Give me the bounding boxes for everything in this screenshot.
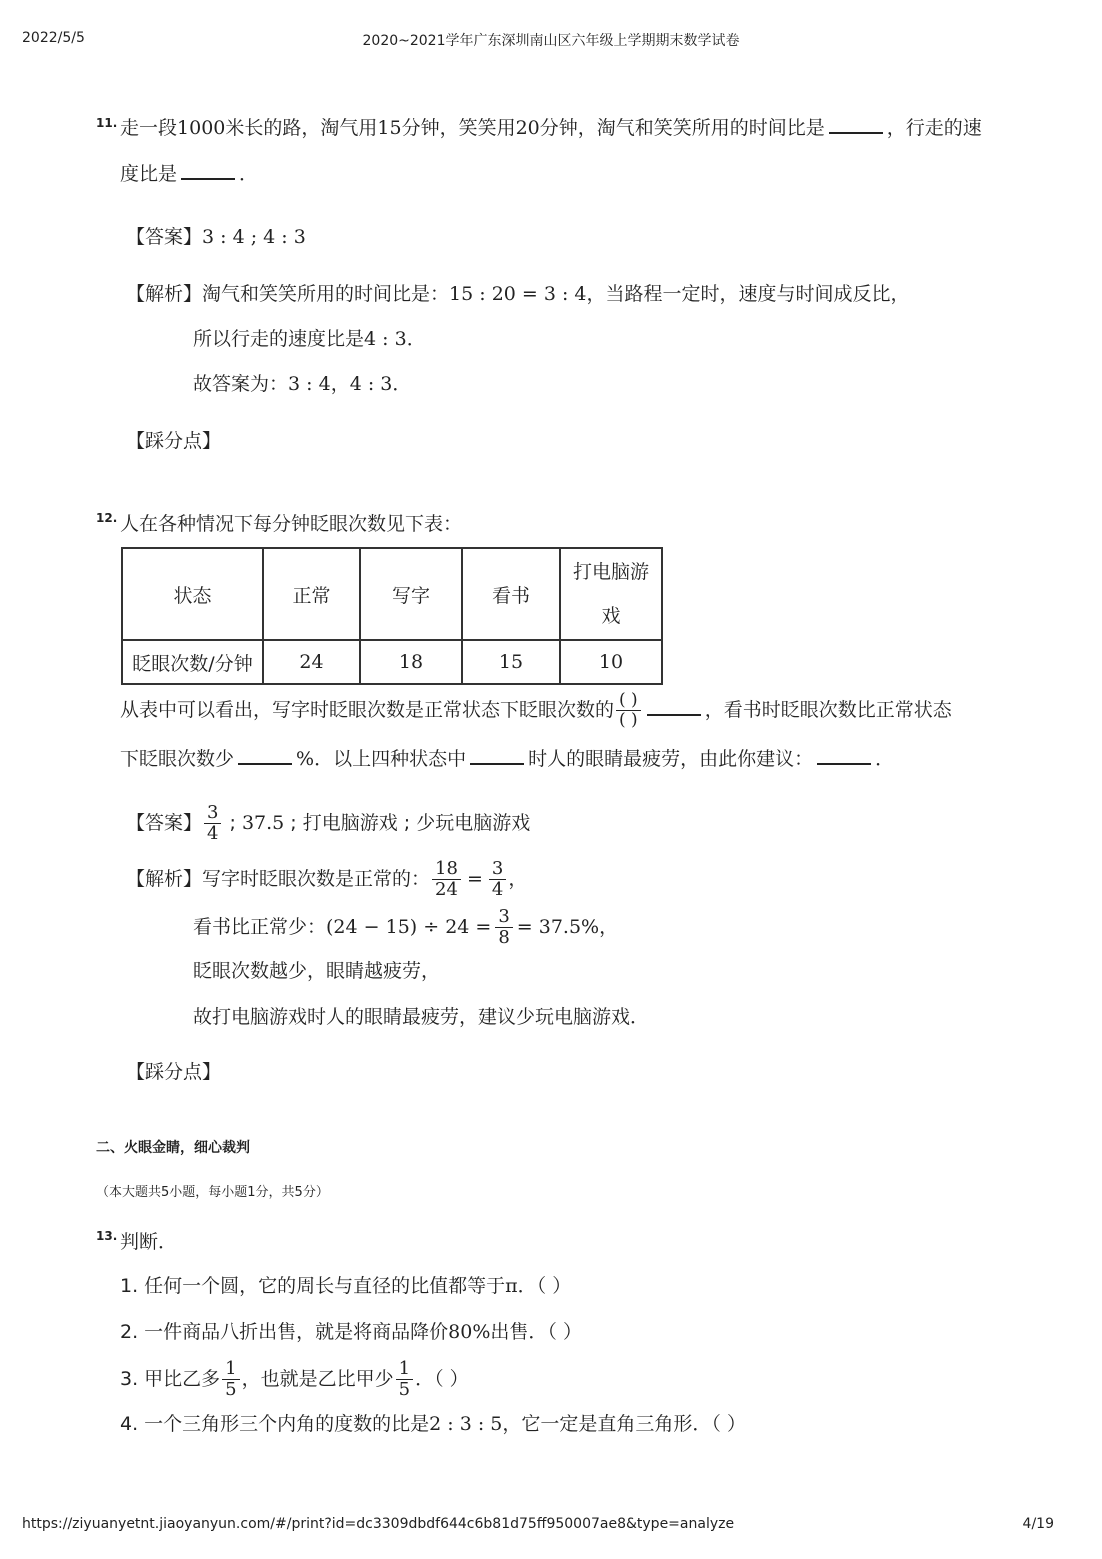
header-date: 2022/5/5 xyxy=(22,30,85,46)
answer-blank xyxy=(470,747,524,765)
q11-line-1: 走一段1000米长的路，淘气用15分钟，笑笑用20分钟，淘气和笑笑所用的时间比是 ，行走的速 xyxy=(120,117,982,139)
q12-line-1: 从表中可以看出，写字时眨眼次数是正常状态下眨眼次数的 $\frac{( )}{( )}$ ，看书时眨眼次数比正常状态 xyxy=(120,690,952,730)
fraction: $\frac{18}{24}$ xyxy=(432,859,461,900)
footer-page-number: 4/19 xyxy=(1022,1516,1054,1532)
q12-answer: 【答案】 $\frac{3}{4}$ ; 37.5 ; 打电脑游戏 ; 少玩电脑游戏 xyxy=(126,802,531,844)
q12-analysis-line-4: 故打电脑游戏时人的眼睛最疲劳，建议少玩电脑游戏． xyxy=(193,1006,650,1028)
answer-blank xyxy=(181,162,235,180)
table-cell: 24 xyxy=(263,640,360,684)
q11-line-2: 度比是 ． xyxy=(120,163,259,185)
q11-analysis-line-1: 【解析】淘气和笑笑所用的时间比是：15 : 20 = 3 : 4，当路程一定时，速度与时间成反比， xyxy=(126,283,910,305)
fraction: $\frac{1}{5}$ xyxy=(222,1359,239,1400)
question-number-11: 11. xyxy=(96,116,118,130)
q12-intro: 人在各种情况下每分钟眨眼次数见下表： xyxy=(120,513,463,535)
q12-analysis-line-1: 【解析】写字时眨眼次数是正常的： $\frac{18}{24}$ = $\frac{3}{4}$ ， xyxy=(126,858,528,900)
table-col-gaming: 打电脑游戏 xyxy=(560,548,662,640)
q11-answer: 【答案】3 : 4 ; 4 : 3 xyxy=(126,226,306,248)
fraction: $\frac{3}{8}$ xyxy=(495,907,512,948)
fraction-blank: $\frac{( )}{( )}$ xyxy=(616,691,641,730)
table-col-normal: 正常 xyxy=(263,548,360,640)
answer-blank xyxy=(829,116,883,134)
header-title: 2020~2021学年广东深圳南山区六年级上学期期末数学试卷 xyxy=(362,33,740,49)
q11-points: 【踩分点】 xyxy=(126,430,222,452)
q12-line-2: 下眨眼次数少 %．以上四种状态中 时人的眼睛最疲劳，由此你建议： ． xyxy=(120,748,895,770)
q13-item-3: 3. 甲比乙多 $\frac{1}{5}$ ，也就是乙比甲少 $\frac{1}{5}$ ．（ ） xyxy=(120,1358,469,1400)
answer-blank xyxy=(647,698,701,716)
answer-fraction: $\frac{3}{4}$ xyxy=(204,803,221,844)
q13-item-1: 1. 任何一个圆，它的周长与直径的比值都等于π．（ ） xyxy=(120,1275,572,1297)
table-cell: 18 xyxy=(360,640,462,684)
blink-table xyxy=(121,547,663,685)
section-title: 二、火眼金睛，细心裁判 xyxy=(96,1140,250,1156)
q12-analysis-line-3: 眨眼次数越少，眼睛越疲劳， xyxy=(193,960,441,982)
q12-analysis-line-2: 看书比正常少：(24 − 15) ÷ 24 = $\frac{3}{8}$ = 37.5%， xyxy=(193,906,619,948)
section-note: （本大题共5小题，每小题1分，共5分） xyxy=(96,1185,329,1200)
table-cell: 10 xyxy=(560,640,662,684)
fraction: $\frac{1}{5}$ xyxy=(396,1359,413,1400)
table-row-label: 眨眼次数/分钟 xyxy=(122,640,263,684)
q11-analysis-line-2: 所以行走的速度比是4 : 3． xyxy=(193,328,426,350)
answer-blank xyxy=(817,747,871,765)
answer-blank xyxy=(238,747,292,765)
q13-item-4: 4. 一个三角形三个内角的度数的比是2 : 3 : 5，它一定是直角三角形．（ ） xyxy=(120,1413,746,1435)
q13-intro: 判断． xyxy=(120,1231,178,1253)
table-cell: 15 xyxy=(462,640,560,684)
table-col-writing: 写字 xyxy=(360,548,462,640)
fraction: $\frac{3}{4}$ xyxy=(489,859,506,900)
table-header-label: 状态 xyxy=(122,548,263,640)
question-number-12: 12. xyxy=(96,511,118,525)
footer-url: https://ziyuanyetnt.jiaoyanyun.com/#/print?id=dc3309dbdf644c6b81d75ff950007ae8&type=analyze xyxy=(22,1516,735,1532)
q11-analysis-line-3: 故答案为：3 : 4，4 : 3． xyxy=(193,373,412,395)
question-number-13: 13. xyxy=(96,1229,118,1243)
q13-item-2: 2. 一件商品八折出售，就是将商品降价80%出售．（ ） xyxy=(120,1321,582,1343)
table-col-reading: 看书 xyxy=(462,548,560,640)
q12-points: 【踩分点】 xyxy=(126,1061,222,1083)
